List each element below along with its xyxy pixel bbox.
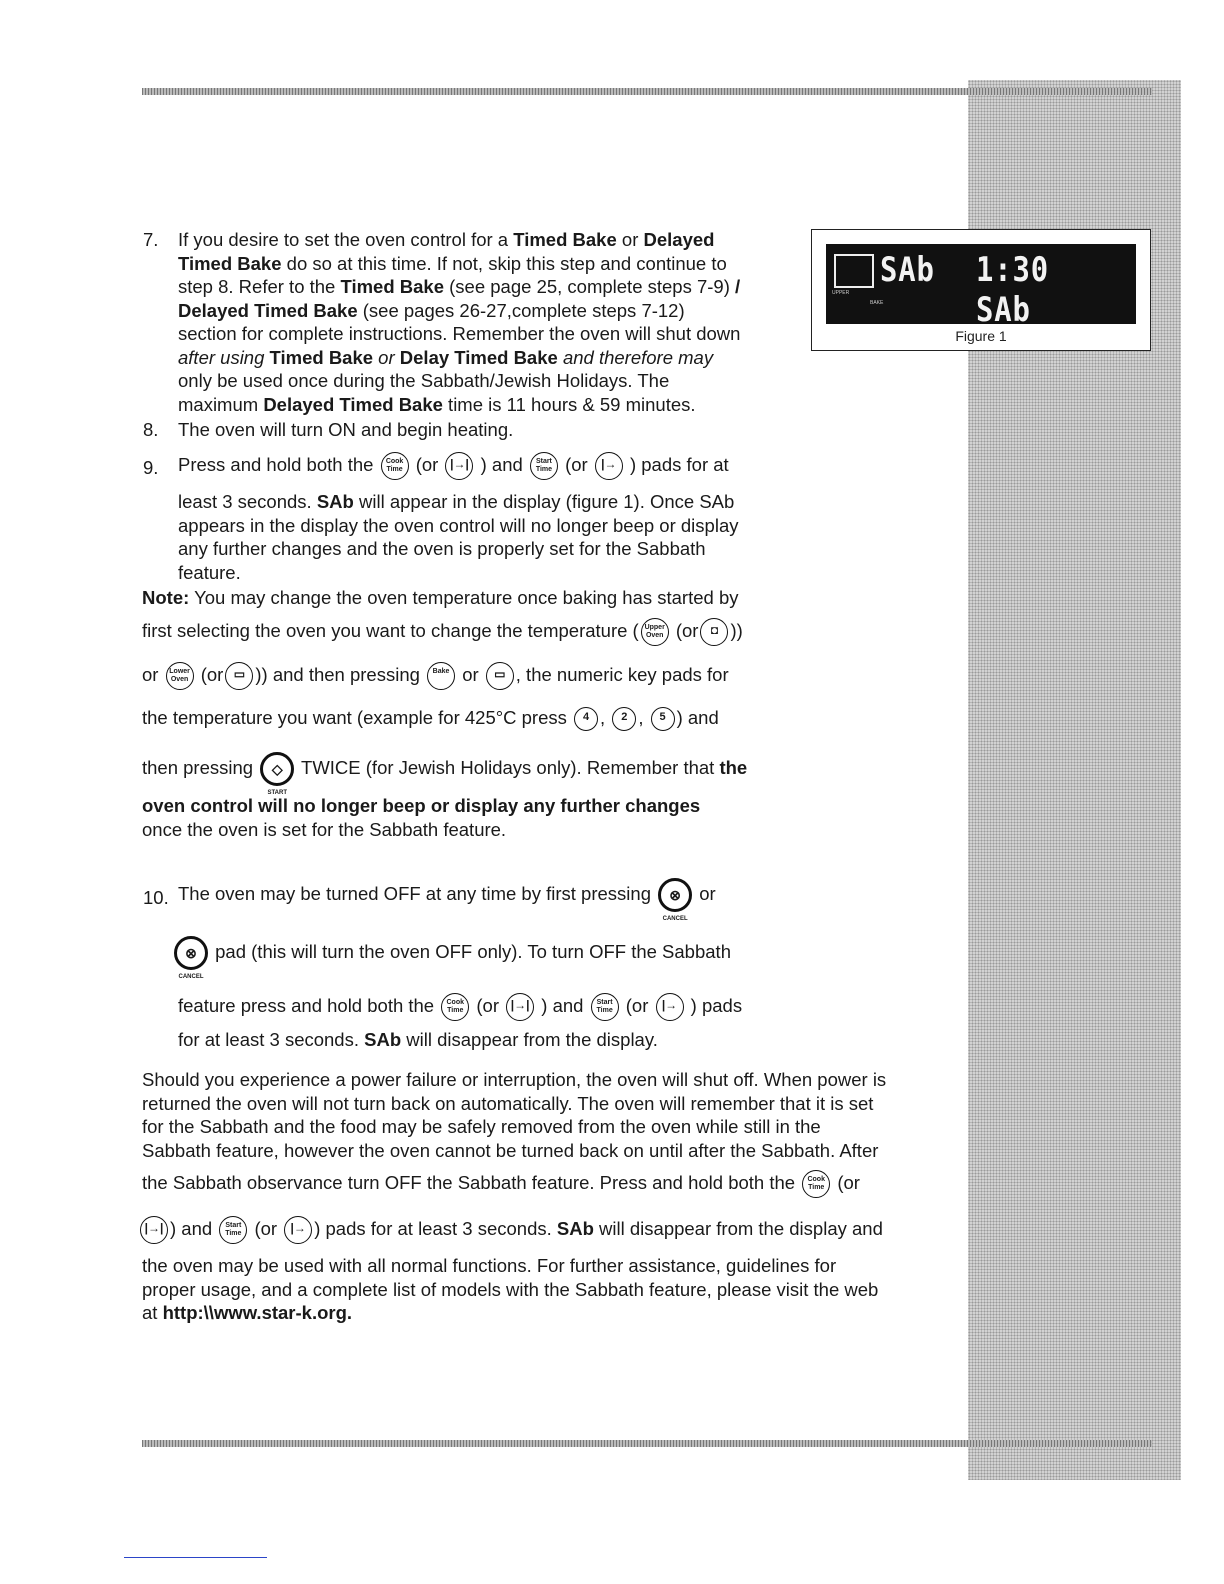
- closing-para-2: the oven may be used with all normal functions. For further assistance, guidelines for proper usage, and a complete list of models with the Sabbath feature, please visit the web at http:\\www.star-k.org.: [142, 1255, 879, 1323]
- cook-time-icon: Cook Time: [802, 1170, 830, 1198]
- note-body: oven control will no longer beep or display any further changes once the oven is set for the Sabbath feature.: [142, 795, 701, 840]
- note-line-4: the temperature you want (example for 425°C press 4 , 2 , 5 ) and: [142, 706, 802, 731]
- key-4-icon: 4: [574, 707, 598, 731]
- bake-alt-icon: ▭: [486, 662, 514, 690]
- step-10-number: 10.: [143, 887, 169, 908]
- lower-oven-icon: Lower Oven: [166, 662, 194, 690]
- arrow-in-icon: |→|: [140, 1216, 168, 1244]
- step-9-line-1: Press and hold both the Cook Time (or |→| ) and Start Time (or |→ ) pads for at: [178, 452, 808, 480]
- arrow-in-icon: |→|: [445, 452, 473, 480]
- star-k-link[interactable]: http:\\www.star-k.org.: [162, 1302, 353, 1323]
- key-2-icon: 2: [612, 707, 636, 731]
- arrow-out-icon: |→: [284, 1216, 312, 1244]
- cook-time-icon: Cook Time: [441, 993, 469, 1021]
- note-line-5: then pressing ◇ START TWICE (for Jewish Holidays only). Remember that the: [142, 752, 802, 786]
- footer-link-underline: [124, 1557, 267, 1558]
- cancel-pad-upper: [656, 878, 694, 922]
- step-8-number: 8.: [143, 419, 159, 440]
- bottom-rule: [142, 1440, 1152, 1447]
- display-time: 1:30 SAb: [976, 250, 1050, 330]
- start-time-icon: Start Time: [591, 993, 619, 1021]
- cancel-label: CANCEL: [662, 916, 688, 922]
- cook-time-icon: Cook Time: [381, 452, 409, 480]
- arrow-out-icon: |→: [656, 993, 684, 1021]
- figure-1: [811, 229, 1151, 351]
- step-9-body: least 3 seconds. SAb will appear in the display (figure 1). Once SAb appears in the display the oven control will no longer beep or display any further changes and the oven is properly set for the Sabbath feature.: [178, 491, 739, 583]
- arrow-in-icon: |→|: [506, 993, 534, 1021]
- display-sab-left: SAb: [880, 250, 935, 290]
- closing-para-1: Should you experience a power failure or interruption, the oven will shut off. When power is returned the oven will not turn back on automatically. The oven will remember that it is set for the Sabbath and the food may be safely removed from the oven while still in the Sabbath feature, however the oven cannot be turned back on until after the Sabbath. After: [142, 1069, 887, 1161]
- step-10-line-3: feature press and hold both the Cook Time (or |→| ) and Start Time (or |→ ) pads: [178, 993, 808, 1021]
- step-10-line-2: ⊗ CANCEL pad (this will turn the oven OFF only). To turn OFF the Sabbath: [172, 936, 802, 970]
- cancel-lower-icon: ⊗: [174, 936, 208, 970]
- cancel-icon: ⊗: [658, 878, 692, 912]
- display-label-bake: BAKE: [870, 300, 884, 306]
- step-7: If you desire to set the oven control for a Timed Bake or Delayed Timed Bake do so at this time. If not, skip this step and continue to step 8. Refer to the Timed Bake (see page 25, complete steps 7-9) / Delayed Timed Bake (see pages 26-27,complete steps 7-12) section for complete instructions. Remember the oven will shut down after using Timed Bake or Delay Timed Bake and therefore may only be used once during the Sabbath/Jewish Holidays. The maximum Delayed Timed Bake time is 11 hours & 59 minutes.: [178, 229, 741, 415]
- note-line-1: Note: You may change the oven temperature once baking has started by: [142, 587, 739, 608]
- oven-display: [826, 244, 1136, 330]
- cancel-pad-lower: [172, 936, 210, 980]
- step-7-number: 7.: [143, 229, 159, 250]
- start-label: START: [267, 790, 287, 796]
- top-rule: [142, 88, 1152, 95]
- closing-line-5: the Sabbath observance turn OFF the Sabbath feature. Press and hold both the Cook Time (or: [142, 1170, 952, 1198]
- start-icon: ◇: [260, 752, 294, 786]
- step-10-line-1: The oven may be turned OFF at any time by first pressing ⊗ CANCEL or: [178, 878, 808, 912]
- arrow-out-icon: |→: [595, 452, 623, 480]
- step-8: The oven will turn ON and begin heating.: [178, 419, 514, 440]
- figure-caption: Figure 1: [955, 328, 1007, 344]
- display-label-upper: UPPER: [832, 290, 850, 296]
- cancel-lower-label: CANCEL: [178, 974, 204, 980]
- note-line-3: or Lower Oven (or ▭ )) and then pressing Bake or ▭ , the numeric key pads for: [142, 662, 802, 690]
- upper-oven-icon: Upper Oven: [641, 618, 669, 646]
- step-10-line-4: for at least 3 seconds. SAb will disappear from the display.: [178, 1029, 658, 1050]
- lower-oven-alt-icon: ▭: [225, 662, 253, 690]
- display-indicator-box: [834, 254, 874, 288]
- bake-icon: Bake: [427, 662, 455, 690]
- step-9-number: 9.: [143, 457, 159, 478]
- start-pad: [258, 752, 296, 796]
- closing-line-6: |→| ) and Start Time (or |→ ) pads for at least 3 seconds. SAb will disappear from the display and: [138, 1216, 958, 1244]
- start-time-icon: Start Time: [219, 1216, 247, 1244]
- note-line-2: first selecting the oven you want to change the temperature ( Upper Oven (or ◘ )): [142, 618, 802, 646]
- key-5-icon: 5: [651, 707, 675, 731]
- start-time-icon: Start Time: [530, 452, 558, 480]
- upper-oven-alt-icon: ◘: [700, 618, 728, 646]
